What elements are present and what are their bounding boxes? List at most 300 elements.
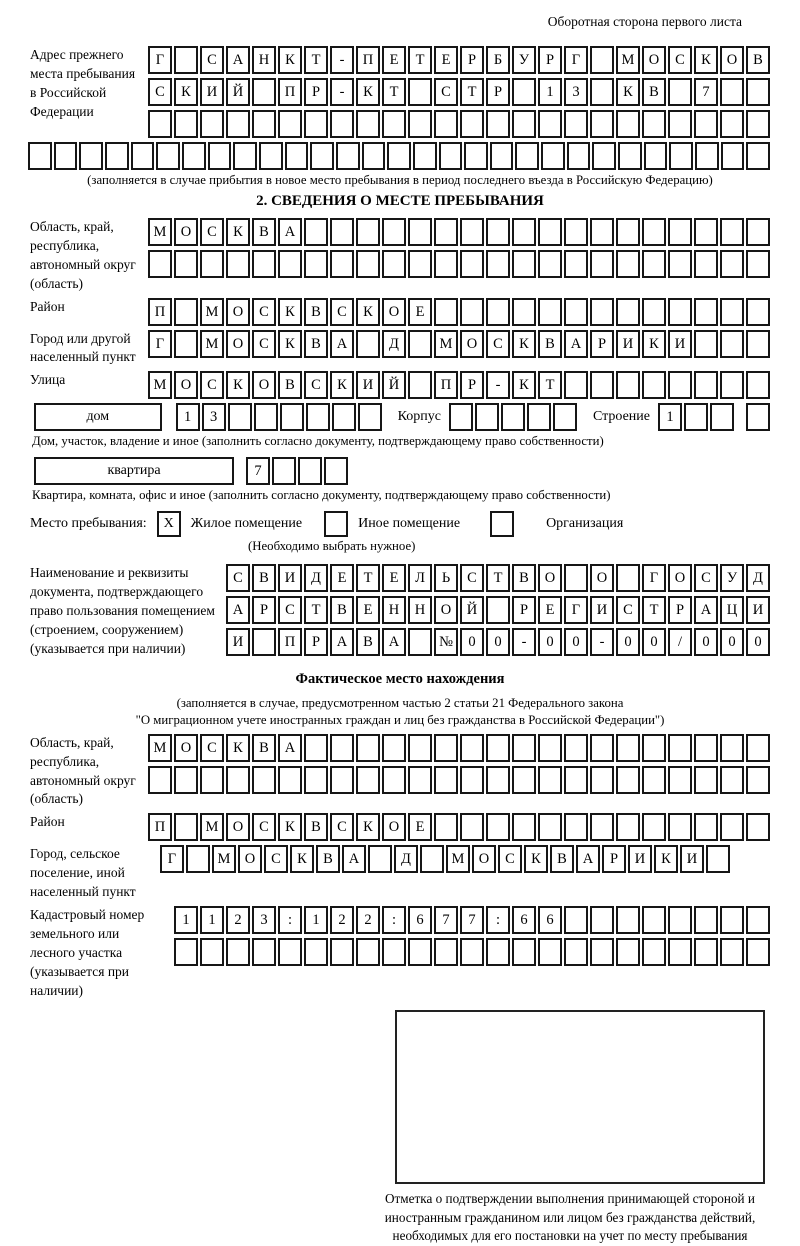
- char-box[interactable]: [668, 298, 692, 326]
- char-box[interactable]: И: [356, 371, 380, 399]
- char-box[interactable]: [695, 142, 719, 170]
- char-box[interactable]: К: [226, 734, 250, 762]
- char-box[interactable]: [285, 142, 309, 170]
- char-box[interactable]: [408, 110, 432, 138]
- char-box[interactable]: [746, 906, 770, 934]
- char-box[interactable]: [746, 78, 770, 106]
- char-box[interactable]: 0: [538, 628, 562, 656]
- char-box[interactable]: 3: [252, 906, 276, 934]
- char-box[interactable]: [590, 906, 614, 934]
- char-box[interactable]: [668, 938, 692, 966]
- char-box[interactable]: А: [278, 734, 302, 762]
- char-box[interactable]: А: [342, 845, 366, 873]
- char-box[interactable]: [553, 403, 577, 431]
- char-box[interactable]: [259, 142, 283, 170]
- char-box[interactable]: В: [538, 330, 562, 358]
- char-box[interactable]: С: [278, 596, 302, 624]
- char-box[interactable]: [564, 564, 588, 592]
- char-box[interactable]: 0: [616, 628, 640, 656]
- char-box[interactable]: Е: [356, 596, 380, 624]
- char-box[interactable]: [186, 845, 210, 873]
- char-box[interactable]: [668, 371, 692, 399]
- char-box[interactable]: [746, 250, 770, 278]
- char-box[interactable]: Р: [590, 330, 614, 358]
- char-box[interactable]: [174, 813, 198, 841]
- char-box[interactable]: [694, 813, 718, 841]
- char-box[interactable]: В: [316, 845, 340, 873]
- char-box[interactable]: О: [590, 564, 614, 592]
- char-box[interactable]: [720, 734, 744, 762]
- char-box[interactable]: М: [148, 734, 172, 762]
- char-box[interactable]: [356, 734, 380, 762]
- char-box[interactable]: [710, 403, 734, 431]
- checkbox-organizatsiya[interactable]: [490, 511, 514, 537]
- char-box[interactable]: В: [512, 564, 536, 592]
- char-box[interactable]: [616, 938, 640, 966]
- char-box[interactable]: [616, 298, 640, 326]
- char-box[interactable]: О: [226, 298, 250, 326]
- char-box[interactable]: [208, 142, 232, 170]
- char-box[interactable]: К: [278, 46, 302, 74]
- char-box[interactable]: К: [278, 298, 302, 326]
- char-box[interactable]: В: [252, 564, 276, 592]
- char-box[interactable]: С: [460, 564, 484, 592]
- char-box[interactable]: [226, 250, 250, 278]
- char-box[interactable]: О: [174, 371, 198, 399]
- char-box[interactable]: 7: [460, 906, 484, 934]
- char-box[interactable]: П: [278, 78, 302, 106]
- char-box[interactable]: 3: [564, 78, 588, 106]
- char-box[interactable]: [460, 218, 484, 246]
- char-box[interactable]: С: [148, 78, 172, 106]
- char-box[interactable]: [408, 766, 432, 794]
- char-box[interactable]: Е: [538, 596, 562, 624]
- char-box[interactable]: [79, 142, 103, 170]
- char-box[interactable]: И: [668, 330, 692, 358]
- char-box[interactable]: [512, 766, 536, 794]
- char-box[interactable]: С: [616, 596, 640, 624]
- char-box[interactable]: 3: [202, 403, 226, 431]
- char-box[interactable]: [642, 813, 666, 841]
- char-box[interactable]: Н: [408, 596, 432, 624]
- char-box[interactable]: [226, 766, 250, 794]
- char-box[interactable]: [590, 813, 614, 841]
- char-box[interactable]: К: [174, 78, 198, 106]
- checkbox-zhiloe-pomeshchenie[interactable]: X: [157, 511, 181, 537]
- char-box[interactable]: [642, 218, 666, 246]
- char-box[interactable]: К: [512, 371, 536, 399]
- char-box[interactable]: Г: [564, 596, 588, 624]
- char-box[interactable]: [746, 938, 770, 966]
- char-box[interactable]: Г: [642, 564, 666, 592]
- char-box[interactable]: Г: [160, 845, 184, 873]
- char-box[interactable]: [356, 250, 380, 278]
- char-box[interactable]: [501, 403, 525, 431]
- char-box[interactable]: -: [590, 628, 614, 656]
- char-box[interactable]: :: [278, 906, 302, 934]
- char-box[interactable]: -: [512, 628, 536, 656]
- char-box[interactable]: [304, 110, 328, 138]
- char-box[interactable]: [564, 250, 588, 278]
- char-box[interactable]: [310, 142, 334, 170]
- char-box[interactable]: Й: [382, 371, 406, 399]
- char-box[interactable]: [486, 298, 510, 326]
- char-box[interactable]: [362, 142, 386, 170]
- char-box[interactable]: [642, 250, 666, 278]
- char-box[interactable]: [527, 403, 551, 431]
- char-box[interactable]: [512, 78, 536, 106]
- char-box[interactable]: [642, 110, 666, 138]
- char-box[interactable]: [694, 298, 718, 326]
- char-box[interactable]: [174, 250, 198, 278]
- char-box[interactable]: [720, 938, 744, 966]
- char-box[interactable]: 1: [658, 403, 682, 431]
- char-box[interactable]: [721, 142, 745, 170]
- char-box[interactable]: [356, 330, 380, 358]
- char-box[interactable]: М: [148, 218, 172, 246]
- char-box[interactable]: И: [590, 596, 614, 624]
- char-box[interactable]: [408, 628, 432, 656]
- char-box[interactable]: [28, 142, 52, 170]
- char-box[interactable]: Т: [486, 564, 510, 592]
- char-box[interactable]: С: [226, 564, 250, 592]
- char-box[interactable]: [486, 766, 510, 794]
- char-box[interactable]: [460, 813, 484, 841]
- char-box[interactable]: О: [434, 596, 458, 624]
- char-box[interactable]: [408, 218, 432, 246]
- char-box[interactable]: И: [226, 628, 250, 656]
- char-box[interactable]: [616, 110, 640, 138]
- char-box[interactable]: [590, 250, 614, 278]
- char-box[interactable]: К: [654, 845, 678, 873]
- char-box[interactable]: 0: [642, 628, 666, 656]
- char-box[interactable]: О: [382, 298, 406, 326]
- char-box[interactable]: М: [200, 813, 224, 841]
- char-box[interactable]: [616, 813, 640, 841]
- char-box[interactable]: :: [382, 906, 406, 934]
- char-box[interactable]: К: [330, 371, 354, 399]
- char-box[interactable]: [486, 938, 510, 966]
- char-box[interactable]: [486, 218, 510, 246]
- char-box[interactable]: [486, 813, 510, 841]
- char-box[interactable]: О: [472, 845, 496, 873]
- char-box[interactable]: [434, 298, 458, 326]
- char-box[interactable]: Р: [668, 596, 692, 624]
- char-box[interactable]: М: [200, 330, 224, 358]
- char-box[interactable]: [408, 371, 432, 399]
- char-box[interactable]: [512, 734, 536, 762]
- char-box[interactable]: Д: [304, 564, 328, 592]
- char-box[interactable]: [669, 142, 693, 170]
- char-box[interactable]: [668, 218, 692, 246]
- char-box[interactable]: Р: [486, 78, 510, 106]
- char-box[interactable]: П: [356, 46, 380, 74]
- char-box[interactable]: [174, 766, 198, 794]
- char-box[interactable]: [746, 330, 770, 358]
- char-box[interactable]: 0: [460, 628, 484, 656]
- char-box[interactable]: Т: [538, 371, 562, 399]
- char-box[interactable]: К: [278, 330, 302, 358]
- char-box[interactable]: [694, 906, 718, 934]
- char-box[interactable]: [460, 298, 484, 326]
- char-box[interactable]: [408, 250, 432, 278]
- char-box[interactable]: [330, 766, 354, 794]
- char-box[interactable]: К: [642, 330, 666, 358]
- char-box[interactable]: А: [226, 596, 250, 624]
- char-box[interactable]: 2: [226, 906, 250, 934]
- char-box[interactable]: [304, 766, 328, 794]
- char-box[interactable]: П: [434, 371, 458, 399]
- char-box[interactable]: №: [434, 628, 458, 656]
- char-box[interactable]: [486, 596, 510, 624]
- char-box[interactable]: [746, 734, 770, 762]
- char-box[interactable]: -: [330, 46, 354, 74]
- char-box[interactable]: М: [446, 845, 470, 873]
- char-box[interactable]: К: [356, 813, 380, 841]
- char-box[interactable]: [720, 78, 744, 106]
- char-box[interactable]: В: [252, 218, 276, 246]
- char-box[interactable]: В: [304, 330, 328, 358]
- char-box[interactable]: [538, 250, 562, 278]
- char-box[interactable]: [541, 142, 565, 170]
- char-box[interactable]: [105, 142, 129, 170]
- char-box[interactable]: К: [512, 330, 536, 358]
- char-box[interactable]: [538, 938, 562, 966]
- char-box[interactable]: 2: [356, 906, 380, 934]
- char-box[interactable]: 0: [564, 628, 588, 656]
- char-box[interactable]: [538, 218, 562, 246]
- char-box[interactable]: К: [278, 813, 302, 841]
- char-box[interactable]: С: [668, 46, 692, 74]
- char-box[interactable]: [694, 250, 718, 278]
- char-box[interactable]: Е: [382, 564, 406, 592]
- char-box[interactable]: [590, 298, 614, 326]
- char-box[interactable]: В: [278, 371, 302, 399]
- char-box[interactable]: [564, 813, 588, 841]
- char-box[interactable]: С: [252, 813, 276, 841]
- char-box[interactable]: [720, 766, 744, 794]
- char-box[interactable]: [382, 250, 406, 278]
- char-box[interactable]: И: [616, 330, 640, 358]
- char-box[interactable]: О: [538, 564, 562, 592]
- char-box[interactable]: А: [330, 628, 354, 656]
- char-box[interactable]: К: [694, 46, 718, 74]
- char-box[interactable]: 6: [408, 906, 432, 934]
- char-box[interactable]: А: [382, 628, 406, 656]
- char-box[interactable]: М: [148, 371, 172, 399]
- char-box[interactable]: [200, 250, 224, 278]
- char-box[interactable]: О: [460, 330, 484, 358]
- char-box[interactable]: [330, 250, 354, 278]
- char-box[interactable]: К: [356, 298, 380, 326]
- char-box[interactable]: С: [498, 845, 522, 873]
- char-box[interactable]: [278, 110, 302, 138]
- char-box[interactable]: [720, 906, 744, 934]
- char-box[interactable]: [408, 78, 432, 106]
- char-box[interactable]: [746, 813, 770, 841]
- char-box[interactable]: К: [616, 78, 640, 106]
- char-box[interactable]: [460, 250, 484, 278]
- char-box[interactable]: [512, 938, 536, 966]
- char-box[interactable]: С: [200, 734, 224, 762]
- char-box[interactable]: [746, 403, 770, 431]
- char-box[interactable]: [694, 938, 718, 966]
- char-box[interactable]: [512, 250, 536, 278]
- char-box[interactable]: [720, 371, 744, 399]
- char-box[interactable]: [356, 938, 380, 966]
- char-box[interactable]: Е: [408, 298, 432, 326]
- char-box[interactable]: К: [524, 845, 548, 873]
- char-box[interactable]: О: [226, 813, 250, 841]
- char-box[interactable]: [252, 938, 276, 966]
- char-box[interactable]: В: [642, 78, 666, 106]
- char-box[interactable]: И: [200, 78, 224, 106]
- char-box[interactable]: Е: [330, 564, 354, 592]
- char-box[interactable]: Р: [512, 596, 536, 624]
- char-box[interactable]: [278, 766, 302, 794]
- char-box[interactable]: [330, 938, 354, 966]
- char-box[interactable]: [668, 906, 692, 934]
- char-box[interactable]: [720, 250, 744, 278]
- char-box[interactable]: [720, 813, 744, 841]
- char-box[interactable]: [174, 938, 198, 966]
- char-box[interactable]: [564, 371, 588, 399]
- char-box[interactable]: [590, 766, 614, 794]
- char-box[interactable]: Б: [486, 46, 510, 74]
- char-box[interactable]: [131, 142, 155, 170]
- char-box[interactable]: Р: [460, 46, 484, 74]
- char-box[interactable]: [746, 371, 770, 399]
- char-box[interactable]: В: [550, 845, 574, 873]
- char-box[interactable]: М: [616, 46, 640, 74]
- char-box[interactable]: [475, 403, 499, 431]
- char-box[interactable]: Н: [252, 46, 276, 74]
- char-box[interactable]: [434, 250, 458, 278]
- char-box[interactable]: Е: [382, 46, 406, 74]
- char-box[interactable]: [567, 142, 591, 170]
- char-box[interactable]: [590, 78, 614, 106]
- char-box[interactable]: [408, 734, 432, 762]
- char-box[interactable]: [356, 110, 380, 138]
- char-box[interactable]: [252, 78, 276, 106]
- char-box[interactable]: [272, 457, 296, 485]
- char-box[interactable]: [564, 298, 588, 326]
- char-box[interactable]: О: [382, 813, 406, 841]
- char-box[interactable]: [616, 766, 640, 794]
- char-box[interactable]: [439, 142, 463, 170]
- char-box[interactable]: О: [174, 734, 198, 762]
- char-box[interactable]: 2: [330, 906, 354, 934]
- char-box[interactable]: [538, 734, 562, 762]
- char-box[interactable]: [148, 110, 172, 138]
- char-box[interactable]: 1: [304, 906, 328, 934]
- char-box[interactable]: [590, 110, 614, 138]
- char-box[interactable]: [684, 403, 708, 431]
- char-box[interactable]: [304, 734, 328, 762]
- char-box[interactable]: [324, 457, 348, 485]
- char-box[interactable]: А: [564, 330, 588, 358]
- char-box[interactable]: 1: [176, 403, 200, 431]
- char-box[interactable]: Ь: [434, 564, 458, 592]
- char-box[interactable]: [434, 938, 458, 966]
- char-box[interactable]: Е: [408, 813, 432, 841]
- char-box[interactable]: О: [668, 564, 692, 592]
- char-box[interactable]: [694, 330, 718, 358]
- char-box[interactable]: Р: [538, 46, 562, 74]
- char-box[interactable]: [616, 734, 640, 762]
- char-box[interactable]: Н: [382, 596, 406, 624]
- char-box[interactable]: М: [212, 845, 236, 873]
- char-box[interactable]: Т: [356, 564, 380, 592]
- char-box[interactable]: [668, 250, 692, 278]
- char-box[interactable]: [564, 766, 588, 794]
- char-box[interactable]: [486, 110, 510, 138]
- char-box[interactable]: [464, 142, 488, 170]
- char-box[interactable]: О: [226, 330, 250, 358]
- char-box[interactable]: [538, 298, 562, 326]
- char-box[interactable]: [368, 845, 392, 873]
- char-box[interactable]: 1: [538, 78, 562, 106]
- char-box[interactable]: С: [304, 371, 328, 399]
- char-box[interactable]: О: [720, 46, 744, 74]
- char-box[interactable]: К: [290, 845, 314, 873]
- char-box[interactable]: Д: [746, 564, 770, 592]
- char-box[interactable]: [668, 734, 692, 762]
- char-box[interactable]: 7: [434, 906, 458, 934]
- char-box[interactable]: [200, 938, 224, 966]
- char-box[interactable]: 7: [246, 457, 270, 485]
- char-box[interactable]: [490, 142, 514, 170]
- char-box[interactable]: [148, 766, 172, 794]
- char-box[interactable]: Р: [460, 371, 484, 399]
- char-box[interactable]: [382, 734, 406, 762]
- char-box[interactable]: С: [200, 46, 224, 74]
- char-box[interactable]: 0: [694, 628, 718, 656]
- char-box[interactable]: [642, 766, 666, 794]
- char-box[interactable]: [449, 403, 473, 431]
- char-box[interactable]: И: [628, 845, 652, 873]
- char-box[interactable]: Г: [148, 330, 172, 358]
- char-box[interactable]: 6: [538, 906, 562, 934]
- char-box[interactable]: Й: [460, 596, 484, 624]
- char-box[interactable]: [200, 110, 224, 138]
- char-box[interactable]: [434, 218, 458, 246]
- char-box[interactable]: [668, 78, 692, 106]
- char-box[interactable]: [356, 766, 380, 794]
- char-box[interactable]: [694, 734, 718, 762]
- char-box[interactable]: О: [174, 218, 198, 246]
- char-box[interactable]: Е: [434, 46, 458, 74]
- char-box[interactable]: [616, 564, 640, 592]
- char-box[interactable]: [330, 734, 354, 762]
- char-box[interactable]: У: [512, 46, 536, 74]
- char-box[interactable]: [252, 628, 276, 656]
- char-box[interactable]: Г: [148, 46, 172, 74]
- char-box[interactable]: К: [226, 371, 250, 399]
- char-box[interactable]: [642, 734, 666, 762]
- char-box[interactable]: [590, 371, 614, 399]
- char-box[interactable]: С: [434, 78, 458, 106]
- char-box[interactable]: В: [746, 46, 770, 74]
- char-box[interactable]: [486, 250, 510, 278]
- char-box[interactable]: -: [330, 78, 354, 106]
- char-box[interactable]: [174, 298, 198, 326]
- char-box[interactable]: С: [486, 330, 510, 358]
- char-box[interactable]: [233, 142, 257, 170]
- char-box[interactable]: В: [304, 813, 328, 841]
- char-box[interactable]: [460, 938, 484, 966]
- char-box[interactable]: Й: [226, 78, 250, 106]
